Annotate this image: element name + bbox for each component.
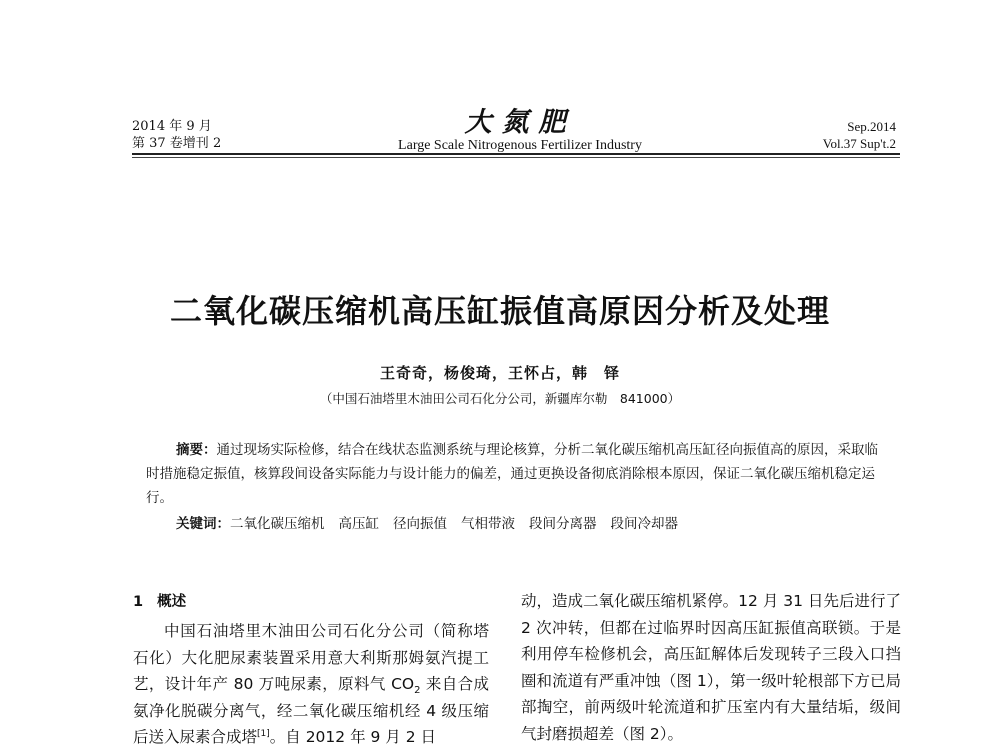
issue-volume-cn: 第 37 卷增刊 2: [132, 136, 222, 151]
article-title: 二氧化碳压缩机高压缸振值高原因分析及处理: [169, 292, 830, 330]
issue-date-en: Sep.2014: [847, 119, 896, 134]
section-number: 1: [133, 594, 144, 610]
abstract: [146, 438, 890, 510]
journal-name-en: Large Scale Nitrogenous Fertilizer Industry: [398, 138, 642, 153]
issue-date-cn: 2014 年 9 月: [132, 119, 212, 134]
abstract-label: 摘要：: [176, 442, 217, 458]
citation-ref: [1]: [257, 728, 270, 739]
header-rule-thick: [132, 153, 900, 155]
running-header-right: [823, 118, 896, 152]
issue-volume-en: Vol.37 Sup't.2: [822, 136, 896, 151]
article-authors: 王奇奇，杨俊琦，王怀占，韩 铎: [379, 364, 620, 382]
keyword: 径向振值: [393, 516, 447, 532]
header-rule-thin: [132, 157, 900, 158]
body-column-left: [133, 618, 489, 751]
keywords: [176, 512, 896, 532]
abstract-text: 通过现场实际检修，结合在线状态监测系统与理论核算，分析二氧化碳压缩机高压缸径向振值高的原因，采取临时措施稳定振值，核算段间设备实际能力与设计能力的偏差，通过更换设备彻底消除根本原因，保证二氧化碳压缩机稳定运行。: [146, 442, 878, 506]
body-text: 动，造成二氧化碳压缩机紧停。12 月 31 日先后进行了 2 次冲转，但都在过临界时因高压缸振值高联锁。于是利用停车检修机会，高压缸解体后发现转子三段入口挡圈和流道有严重冲蚀（图 1），第一级叶轮根部下方已局部掏空，前两级叶轮流道和扩压室内有大量结垢，级间气封磨损超差（图 2）。: [521, 592, 901, 743]
body-text: 中国石油塔里木油田公司石化分公司（简称塔石化）大化肥尿素装置采用意大利斯那姆氨汽提工艺，设计年产 80 万吨尿素，原料气 CO: [133, 622, 489, 693]
body-text: 。自 2012 年 9 月 2 日: [269, 728, 436, 746]
keyword: 高压缸: [338, 516, 379, 532]
subscript: 2: [414, 685, 421, 697]
keyword: 气相带液: [461, 516, 515, 532]
body-text: 来自合成氨净化脱碳分离气，经二氧化碳压缩机经 4 级压缩后送入尿素合成塔: [133, 675, 489, 746]
keyword: 段间分离器: [529, 516, 597, 532]
body-column-right: [521, 588, 901, 747]
keyword: 段间冷却器: [610, 516, 678, 532]
keyword: 二氧化碳压缩机: [230, 516, 325, 532]
author-affiliation: （中国石油塔里木油田公司石化分公司，新疆库尔勒 841000）: [319, 391, 681, 406]
running-header-center: [330, 108, 710, 154]
running-header-left: [132, 118, 221, 152]
keywords-label: 关键词：: [176, 516, 230, 532]
journal-logo: 大氮肥: [464, 107, 576, 138]
section-title: 概述: [157, 594, 187, 610]
section-heading: [133, 590, 186, 611]
